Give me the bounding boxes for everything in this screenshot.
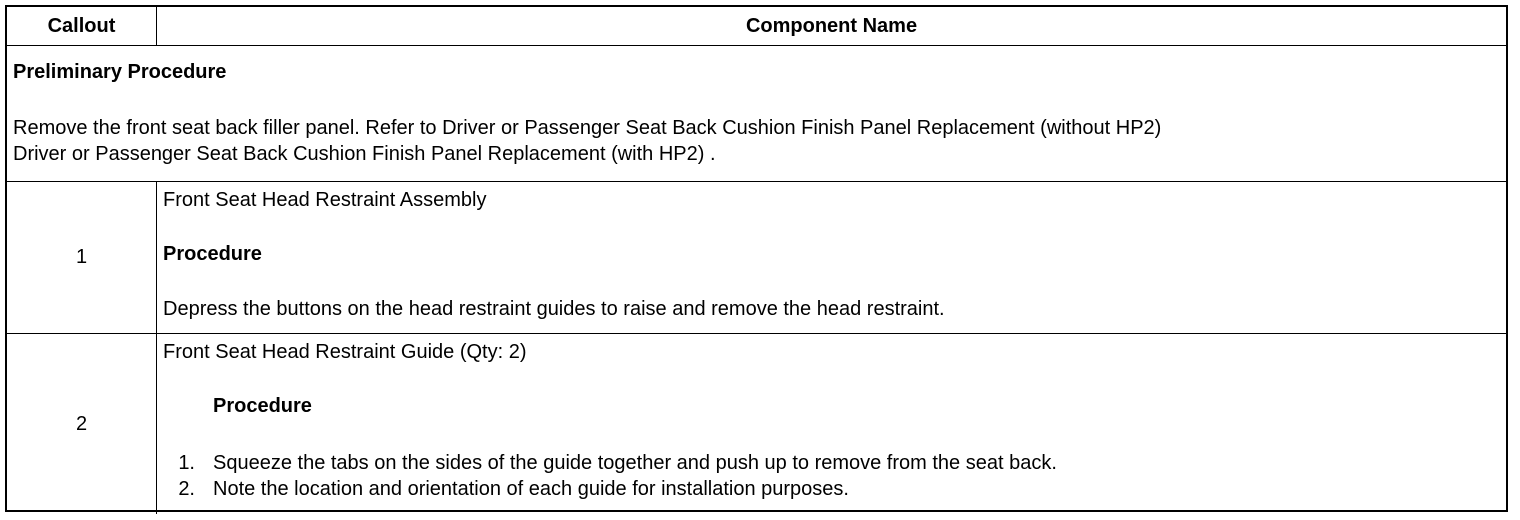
callout-number: 2 xyxy=(7,334,157,514)
table-row xyxy=(7,182,1506,334)
component-cell xyxy=(157,182,1506,333)
component-name: Front Seat Head Restraint Assembly xyxy=(163,189,487,211)
preliminary-procedure-row xyxy=(7,46,1506,182)
preliminary-cell xyxy=(7,46,1506,181)
preliminary-text-line2: Driver or Passenger Seat Back Cushion Finish Panel Replacement (with HP2) . xyxy=(13,143,716,165)
procedure-label: Procedure xyxy=(213,395,312,417)
component-name-header: Component Name xyxy=(745,14,918,37)
step-text: Squeeze the tabs on the sides of the guide together and push up to remove from the seat back. xyxy=(213,452,1057,474)
procedure-label: Procedure xyxy=(163,243,262,265)
preliminary-text-line1: Remove the front seat back filler panel. Refer to Driver or Passenger Seat Back Cushion Finish Panel Replacement (without HP2) xyxy=(13,117,1162,139)
callout-number: 1 xyxy=(7,182,157,333)
table-header-row xyxy=(7,7,1506,46)
step-number: 1. xyxy=(178,452,195,474)
callout-header: Callout xyxy=(7,7,157,45)
table-row xyxy=(7,334,1506,514)
step-number: 2. xyxy=(178,478,195,500)
component-cell xyxy=(157,334,1506,514)
component-name: Front Seat Head Restraint Guide (Qty: 2) xyxy=(163,341,527,363)
preliminary-title: Preliminary Procedure xyxy=(13,61,227,83)
component-table xyxy=(5,5,1508,512)
step-text: Note the location and orientation of each guide for installation purposes. xyxy=(213,478,849,500)
procedure-text: Depress the buttons on the head restraint guides to raise and remove the head restraint. xyxy=(163,298,945,320)
